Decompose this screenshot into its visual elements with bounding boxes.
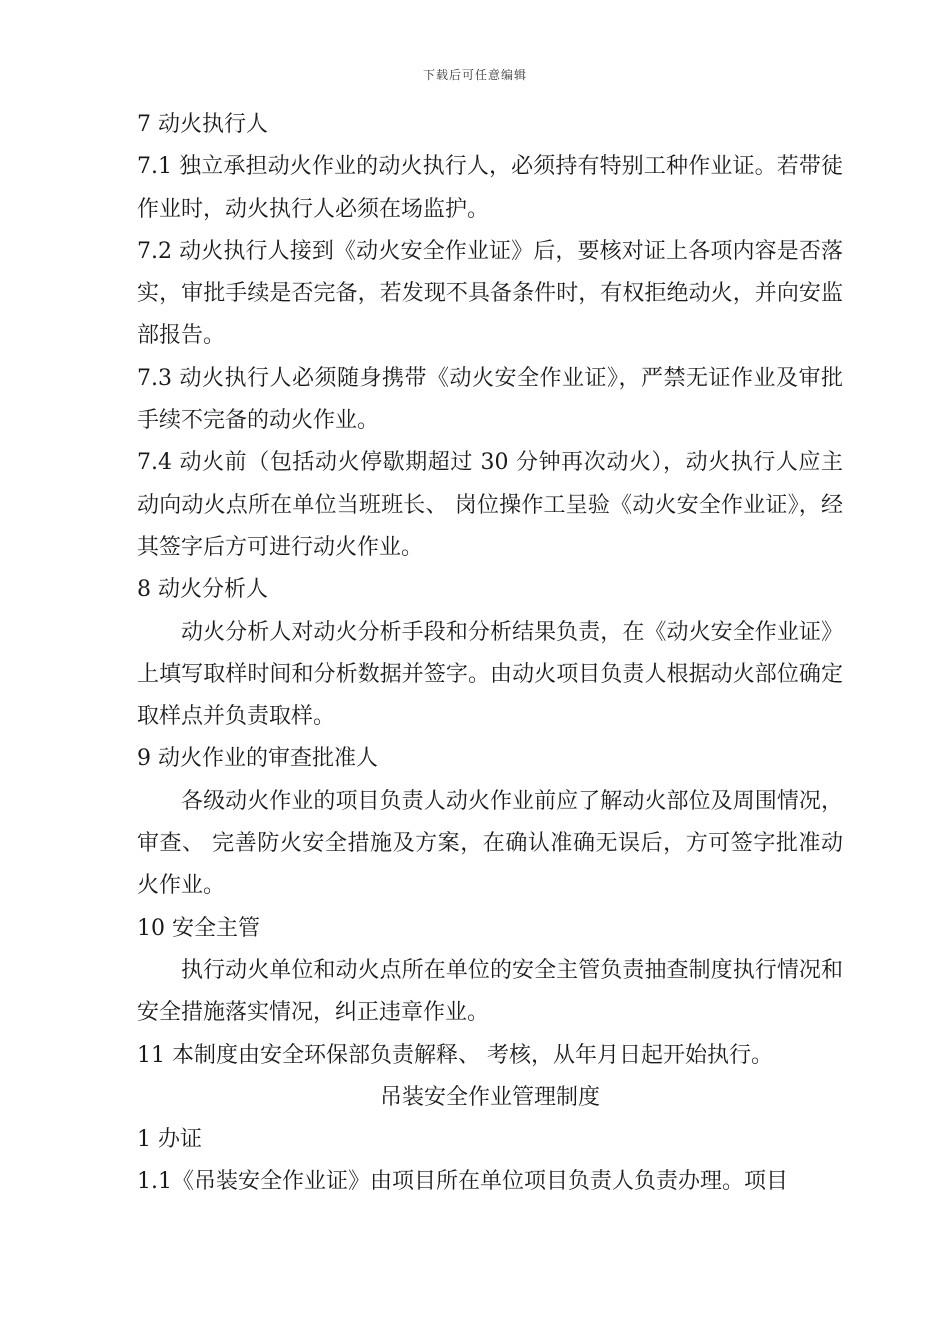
paragraph-8: 动火分析人对动火分析手段和分析结果负责，在《动火安全作业证》上填写取样时间和分析数据并签字。由动火项目负责人根据动火部位确定取样点并负责取样。 [137,619,843,730]
document-body [137,104,843,1204]
paragraph-7-4: 7.4 动火前（包括动火停歇期超过 30 分钟再次动火），动火执行人应主动向动火点所在单位当班班长、 岗位操作工呈验《动火安全作业证》，经其签字后方可进行动火作业。 [137,450,843,560]
paragraph-1-1: 1.1《吊装安全作业证》由项目所在单位项目负责人负责办理。项目 [137,1169,788,1195]
section-heading-8: 8 动火分析人 [137,577,268,603]
page-header: 下载后可任意编辑 [422,68,527,82]
section-heading-9: 9 动火作业的审查批准人 [137,746,378,772]
paragraph-7-1: 7.1 独立承担动火作业的动火执行人，必须持有特别工种作业证。若带徒作业时，动火执行人必须在场监护。 [137,154,843,222]
section-heading-1: 1 办证 [137,1127,202,1153]
section-heading-7: 7 动火执行人 [137,112,268,137]
paragraph-7-3: 7.3 动火执行人必须随身携带《动火安全作业证》，严禁无证作业及审批手续不完备的动火作业。 [137,365,843,434]
document-title: 吊装安全作业管理制度 [379,1084,600,1110]
paragraph-10: 执行动火单位和动火点所在单位的安全主管负责抽查制度执行情况和安全措施落实情况，纠正违章作业。 [137,957,843,1026]
paragraph-9: 各级动火作业的项目负责人动火作业前应了解动火部位及周围情况，审查、 完善防火安全措施及方案，在确认准确无误后，方可签字批准动火作业。 [137,788,843,899]
paragraph-11: 11 本制度由安全环保部负责解释、 考核，从年月日起开始执行。 [137,1042,773,1068]
paragraph-7-2: 7.2 动火执行人接到《动火安全作业证》后，要核对证上各项内容是否落实，审批手续是否完备，若发现不具备条件时，有权拒绝动火，并向安监部报告。 [137,238,843,349]
section-heading-10: 10 安全主管 [137,915,260,941]
